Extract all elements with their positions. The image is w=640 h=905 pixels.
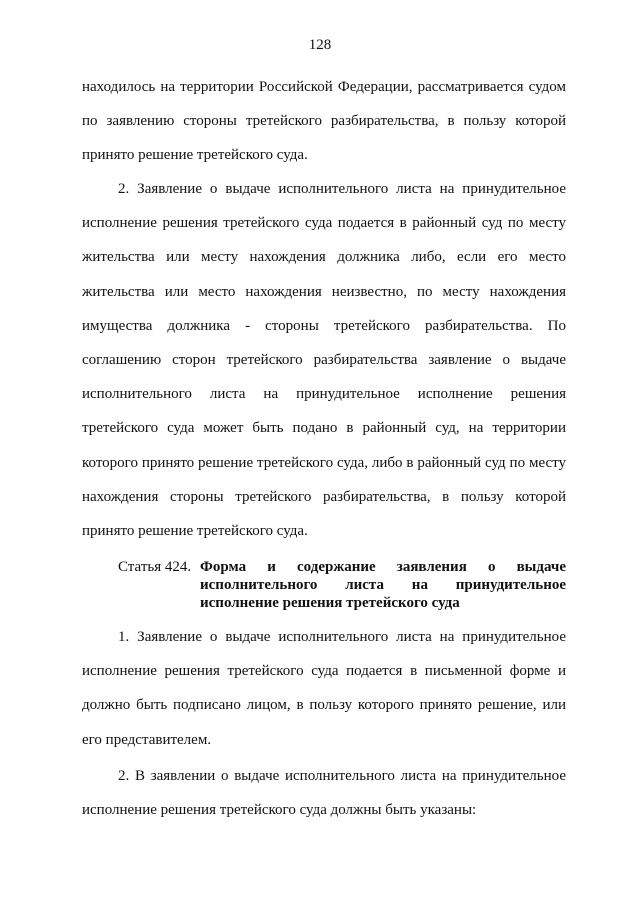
paragraph-continuation: находилось на территории Российской Федерации, рассматривается судом по заявлению стороны третейского разбирательства, в пользу которой принято решение третейского суда. bbox=[82, 79, 566, 164]
paragraph-item-2: 2. Заявление о выдаче исполнительного листа на принудительное исполнение решения третейского суда подается в районный суд по месту жительства или месту нахождения должника либо, если его место жительства или место нахождения неизвестно, по месту нахождения имущества должника - стороны третейского разбирательства. По соглашению сторон третейского разбирательства заявление о выдаче исполнительного листа на принудительное исполнение решения третейского суда может быть подано в районный суд, на территории которого принято решение третейского суда, либо в районный суд по месту нахождения стороны третейского разбирательства, в пользу которой принято решение третейского суда. bbox=[82, 181, 566, 540]
article-number: Статья 424. bbox=[118, 559, 192, 575]
page-number: 128 bbox=[308, 37, 332, 53]
paragraph-article-item-1: 1. Заявление о выдаче исполнительного листа на принудительное исполнение решения третейского суда подается в письменной форме и должно быть подписано лицом, в пользу которого принято решение, или его представителем. bbox=[82, 629, 566, 748]
article-title: Форма и содержание заявления о выдаче исполнительного листа на принудительное исполнение решения третейского суда bbox=[200, 559, 566, 611]
paragraph-article-item-2: 2. В заявлении о выдаче исполнительного листа на принудительное исполнение решения третейского суда должны быть указаны: bbox=[82, 768, 566, 819]
